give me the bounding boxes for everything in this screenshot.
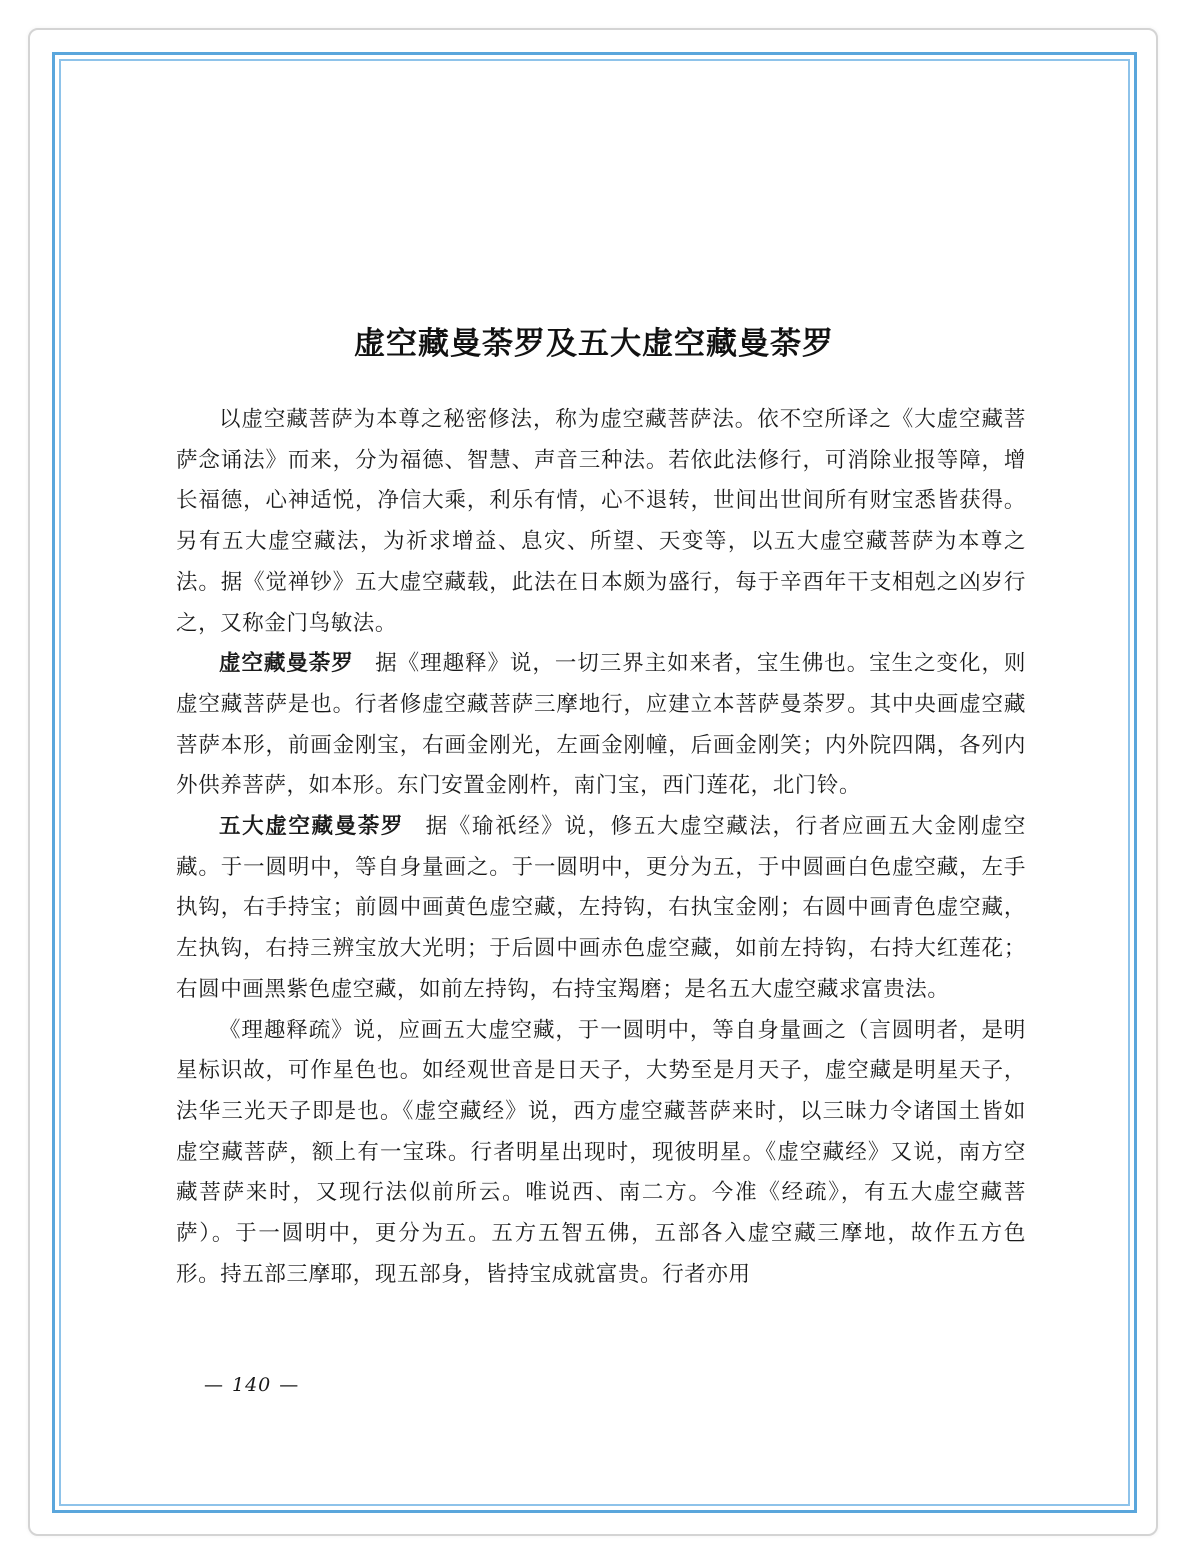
section-heading: 五大虚空藏曼荼罗 <box>219 814 405 840</box>
paragraph-text: 据《理趣释》说，一切三界主如来者，宝生佛也。宝生之变化，则虚空藏菩萨是也。行者修虚空藏菩萨三摩地行，应建立本菩萨曼荼罗。其中央画虚空藏菩萨本形，前画金刚宝，右画金刚光，左画金刚幢，后画金刚笑；内外院四隅，各列内外供养菩萨，如本形。东门安置金刚杵，南门宝，西门莲花，北门铃。 <box>176 651 1026 799</box>
paragraph-five-akasagarbha-mandala <box>176 807 1026 1011</box>
page-title: 虚空藏曼荼罗及五大虚空藏曼荼罗 <box>354 326 834 362</box>
paragraph-intro <box>176 400 1026 644</box>
body-text <box>176 400 1026 1295</box>
page-number-value: 140 <box>232 1374 272 1396</box>
paragraph-text: 以虚空藏菩萨为本尊之秘密修法，称为虚空藏菩萨法。依不空所译之《大虚空藏菩萨念诵法》而来，分为福德、智慧、声音三种法。若依此法修行，可消除业报等障，增长福德，心神适悦，净信大乘，利乐有情，心不退转，世间出世间所有财宝悉皆获得。另有五大虚空藏法，为祈求增益、息灾、所望、天变等，以五大虚空藏菩萨为本尊之法。据《觉禅钞》五大虚空藏载，此法在日本颇为盛行，每于辛酉年干支相剋之凶岁行之，又称金门鸟敏法。 <box>176 407 1026 636</box>
section-heading: 虚空藏曼荼罗 <box>219 651 354 677</box>
page-number <box>196 1374 307 1396</box>
dash-left: — <box>204 1374 224 1396</box>
paragraph-text: 《理趣释疏》说，应画五大虚空藏，于一圆明中，等自身量画之（言圆明者，是明星标识故，可作星色也。如经观世音是日天子，大势至是月天子，虚空藏是明星天子，法华三光天子即是也。《虚空藏经》说，西方虚空藏菩萨来时，以三昧力令诸国土皆如虚空藏菩萨，额上有一宝珠。行者明星出现时，现彼明星。《虚空藏经》又说，南方空藏菩萨来时，又现行法似前所云。唯说西、南二方。今准《经疏》，有五大虚空藏菩萨）。于一圆明中，更分为五。五方五智五佛，五部各入虚空藏三摩地，故作五方色形。持五部三摩耶，现五部身，皆持宝成就富贵。行者亦用 <box>176 1017 1026 1287</box>
paragraph-akasagarbha-mandala <box>176 644 1026 807</box>
paragraph-text: 据《瑜祇经》说，修五大虚空藏法，行者应画五大金刚虚空藏。于一圆明中，等自身量画之。于一圆明中，更分为五，于中圆画白色虚空藏，左手执钩，右手持宝；前圆中画黄色虚空藏，左持钩，右执宝金刚；右圆中画青色虚空藏，左执钩，右持三辨宝放大光明；于后圆中画赤色虚空藏，如前左持钩，右持大红莲花；右圆中画黑紫色虚空藏，如前左持钩，右持宝羯磨；是名五大虚空藏求富贵法。 <box>176 814 1026 1002</box>
dash-right: — <box>279 1374 300 1396</box>
paragraph-commentary <box>176 1011 1026 1296</box>
